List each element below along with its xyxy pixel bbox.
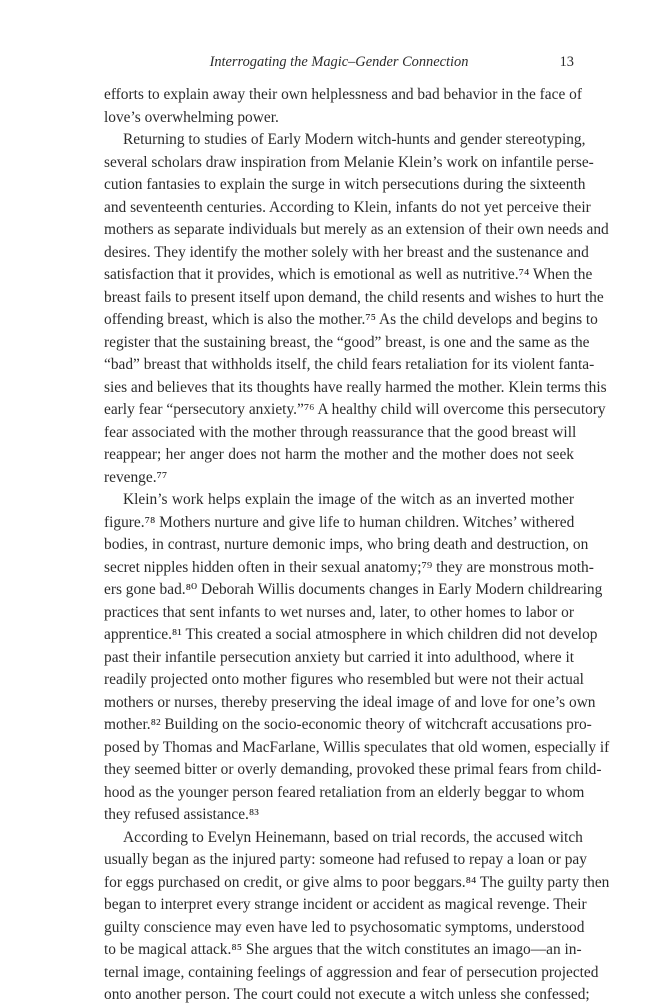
text-line: they refused assistance.⁸³ (104, 806, 259, 823)
text-line: Klein’s work helps explain the image of the witch as an inverted mother (123, 491, 574, 508)
text-line: “bad” breast that withholds itself, the child fears retaliation for its violent fanta- (104, 356, 595, 373)
text-line: cution fantasies to explain the surge in witch persecutions during the sixteenth (104, 176, 586, 193)
text-line: mother.⁸² Building on the socio-economic theory of witchcraft accusations pro- (104, 716, 592, 733)
paragraph (104, 489, 610, 827)
text-line: readily projected onto mother figures who resembled but were not their actual (104, 671, 584, 688)
text-line: According to Evelyn Heinemann, based on trial records, the accused witch (123, 828, 583, 846)
text-line: sies and believes that its thoughts have really harmed the mother. Klein terms this (104, 378, 607, 396)
text-line: began to interpret every strange incident or accident as magical revenge. Their (104, 896, 587, 913)
text-line: breast fails to present itself upon demand, the child resents and wishes to hurt the (104, 288, 604, 306)
text-line: to be magical attack.⁸⁵ She argues that the witch constitutes an imago—an in- (104, 941, 582, 958)
text-line: practices that sent infants to wet nurses and, later, to other homes to labor or (104, 603, 574, 621)
text-line: they seemed bitter or overly demanding, provoked these primal fears from child- (104, 761, 602, 778)
text-line: several scholars draw inspiration from Melanie Klein’s work on infantile perse- (104, 153, 594, 171)
text-line: figure.⁷⁸ Mothers nurture and give life to human children. Witches’ withered (104, 513, 575, 531)
text-line: desires. They identify the mother solely with her breast and the sustenance and (104, 243, 589, 261)
text-line: Returning to studies of Early Modern witch-hunts and gender stereotyping, (123, 131, 586, 148)
text-line: guilty conscience may even have led to psychosomatic symptoms, understood (104, 918, 585, 936)
text-line: apprentice.⁸¹ This created a social atmosphere in which children did not develop (104, 626, 598, 643)
text-line: usually began as the injured party: someone had refused to repay a loan or pay (104, 851, 587, 868)
paragraph (104, 84, 582, 129)
text-line: reappear; her anger does not harm the mother and the mother does not seek (104, 446, 574, 463)
text-line: love’s overwhelming power. (104, 108, 279, 126)
text-line: ternal image, containing feelings of aggression and fear of persecution projected (104, 963, 599, 981)
text-line: posed by Thomas and MacFarlane, Willis speculates that old women, especially if (104, 738, 610, 756)
text-line: revenge.⁷⁷ (104, 468, 168, 486)
text-line: secret nipples hidden often in their sexual anatomy;⁷⁹ they are monstrous moth- (104, 558, 594, 576)
paragraph (104, 827, 610, 1007)
page-number: 13 (559, 54, 574, 70)
body-text (104, 84, 610, 1007)
text-line: past their infantile persecution anxiety but carried it into adulthood, where it (104, 648, 574, 666)
text-line: ers gone bad.⁸⁰ Deborah Willis documents changes in Early Modern childrearing (104, 581, 603, 598)
running-head-title: Interrogating the Magic–Gender Connection (209, 54, 469, 70)
text-line: register that the sustaining breast, the “good” breast, is one and the same as the (104, 333, 590, 351)
text-line: mothers or nurses, thereby preserving the ideal image of and love for one’s own (104, 693, 596, 711)
text-line: onto another person. The court could not execute a witch unless she confessed; (104, 986, 590, 1003)
text-line: for eggs purchased on credit, or give alms to poor beggars.⁸⁴ The guilty party then (104, 873, 610, 891)
running-head (104, 51, 574, 73)
text-line: hood as the younger person feared retaliation from an elderly beggar to whom (104, 783, 585, 801)
text-line: offending breast, which is also the mother.⁷⁵ As the child develops and begins to (104, 311, 598, 328)
text-line: satisfaction that it provides, which is emotional as well as nutritive.⁷⁴ When the (104, 266, 593, 283)
text-line: mothers as separate individuals but merely as an extension of their own needs and (104, 221, 609, 238)
text-line: early fear “persecutory anxiety.”⁷⁶ A healthy child will overcome this persecutory (104, 401, 606, 418)
text-line: and seventeenth centuries. According to Klein, infants do not yet perceive their (104, 198, 591, 216)
text-line: bodies, in contrast, nurture demonic imps, who bring death and destruction, on (104, 536, 589, 553)
text-line: fear associated with the mother through reassurance that the good breast will (104, 423, 577, 441)
paragraph (104, 129, 609, 489)
text-line: efforts to explain away their own helplessness and bad behavior in the face of (104, 86, 582, 103)
